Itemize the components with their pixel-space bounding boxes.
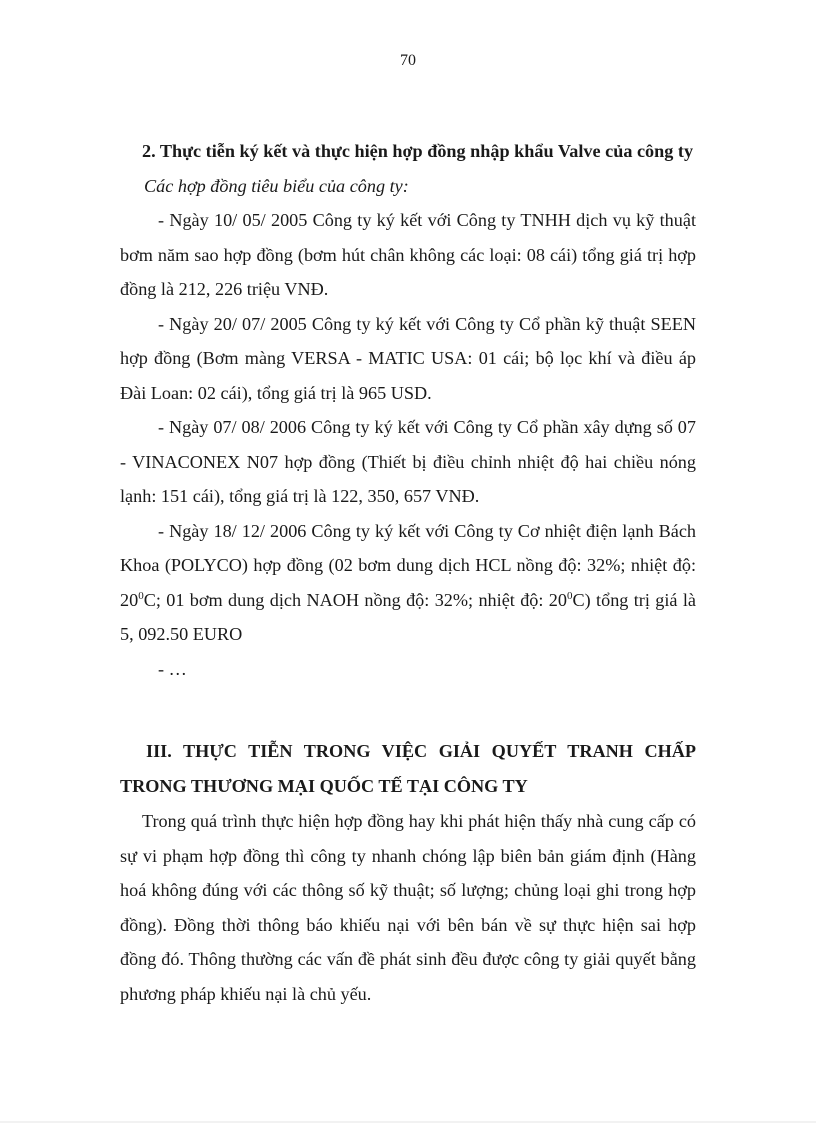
contract-4-text-part-1: - Ngày 18/ 12/ 2006 Công ty ký kết với Công ty Cơ nhiệt điện lạnh Bách Khoa (POLYCO) hợp đồng (02 bơm dung dịch HCL nồng độ: 32%; nhiệt độ: 20 bbox=[120, 520, 696, 610]
contract-item-3: - Ngày 07/ 08/ 2006 Công ty ký kết với Công ty Cổ phần xây dựng số 07 - VINACONEX N07 hợp đồng (Thiết bị điều chỉnh nhiệt độ hai chiều nóng lạnh: 151 cái), tổng giá trị là 122, 350, 657 VNĐ. bbox=[120, 417, 696, 506]
contract-4-text-part-3: C) tổng trị giá là 5, 092.50 EURO bbox=[120, 589, 697, 644]
contracts-subheading: Các hợp đồng tiêu biểu của công ty: bbox=[144, 175, 409, 196]
contract-4-superscript-2: 0 bbox=[567, 589, 573, 602]
contract-4-superscript-1: 0 bbox=[138, 589, 144, 602]
contract-list-ellipsis: - … bbox=[158, 658, 187, 679]
contract-item-4 bbox=[120, 514, 696, 652]
section-2-heading: 2. Thực tiễn ký kết và thực hiện hợp đồng nhập khẩu Valve của công ty bbox=[142, 141, 694, 161]
contract-item-1: - Ngày 10/ 05/ 2005 Công ty ký kết với Công ty TNHH dịch vụ kỹ thuật bơm năm sao hợp đồng (bơm hút chân không các loại: 08 cái) tổng giá trị hợp đồng là 212, 226 triệu VNĐ. bbox=[120, 210, 696, 299]
section-3-heading: III. THỰC TIỄN TRONG VIỆC GIẢI QUYẾT TRANH CHẤP TRONG THƯƠNG MẠI QUỐC TẾ TẠI CÔNG TY bbox=[120, 741, 696, 796]
contract-item-2: - Ngày 20/ 07/ 2005 Công ty ký kết với Công ty Cổ phần kỹ thuật SEEN hợp đồng (Bơm màng VERSA - MATIC USA: 01 cái; bộ lọc khí và điều áp Đài Loan: 02 cái), tổng giá trị là 965 USD. bbox=[120, 313, 696, 403]
page-content bbox=[120, 134, 696, 1011]
contract-4-text-part-2: C; 01 bơm dung dịch NAOH nồng độ: 32%; nhiệt độ: 20 bbox=[143, 589, 567, 610]
section-3-body: Trong quá trình thực hiện hợp đồng hay khi phát hiện thấy nhà cung cấp có sự vi phạm hợp đồng thì công ty nhanh chóng lập biên bản giám định (Hàng hoá không đúng với các thông số kỹ thuật; số lượng; chủng loại ghi trong hợp đồng). Đồng thời thông báo khiếu nại với bên bán về sự thực hiện sai hợp đồng đó. Thông thường các vấn đề phát sinh đều được công ty giải quyết bằng phương pháp khiếu nại là chủ yếu. bbox=[120, 811, 696, 1004]
page-number: 70 bbox=[400, 52, 416, 69]
